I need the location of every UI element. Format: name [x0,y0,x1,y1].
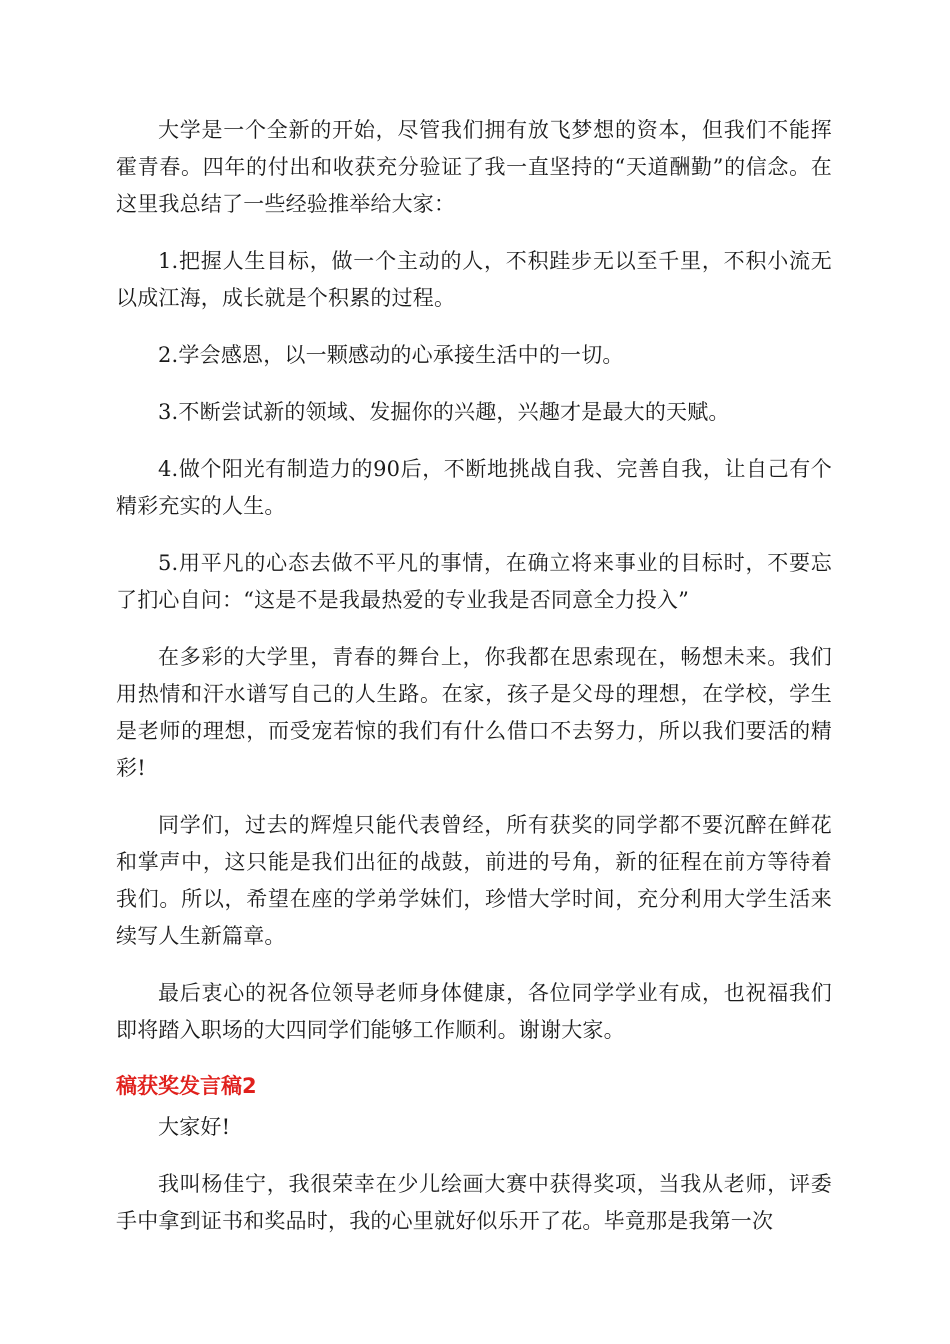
list-item-2: 2.学会感恩，以一颗感动的心承接生活中的一切。 [158,343,624,367]
paragraph-college-life: 在多彩的大学里，青春的舞台上，你我都在思索现在，畅想未来。我们用热情和汗水谱写自己的人生路。在家，孩子是父母的理想，在学校，学生是老师的理想，而受宠若惊的我们有什么借口不去努力，所以我们要活的精彩! [116,645,832,780]
document-page [116,112,832,1260]
section-heading: 稿获奖发言稿2 [116,1074,257,1098]
paragraph-intro: 大学是一个全新的开始，尽管我们拥有放飞梦想的资本，但我们不能挥霍青春。四年的付出和收获充分验证了我一直坚持的“天道酬勤”的信念。在这里我总结了一些经验推举给大家： [116,118,832,216]
paragraph-classmates: 同学们，过去的辉煌只能代表曾经，所有获奖的同学都不要沉醉在鲜花和掌声中，这只能是我们出征的战鼓，前进的号角，新的征程在前方等待着我们。所以，希望在座的学弟学妹们，珍惜大学时间，充分利用大学生活来续写人生新篇章。 [116,813,832,948]
list-item-4: 4.做个阳光有制造力的90后，不断地挑战自我、完善自我，让自己有个精彩充实的人生。 [116,457,832,518]
list-item-1: 1.把握人生目标，做一个主动的人，不积跬步无以至千里，不积小流无以成江海，成长就是个积累的过程。 [116,249,832,310]
list-item-5: 5.用平凡的心态去做不平凡的事情，在确立将来事业的目标时，不要忘了扪心自问：“这是不是我最热爱的专业我是否同意全力投入” [116,551,832,612]
paragraph-greeting: 大家好! [158,1115,231,1139]
list-item-3: 3.不断尝试新的领域、发掘你的兴趣，兴趣才是最大的天赋。 [158,400,730,424]
paragraph-speech-start: 我叫杨佳宁，我很荣幸在少儿绘画大赛中获得奖项，当我从老师，评委手中拿到证书和奖品时，我的心里就好似乐开了花。毕竟那是我第一次 [116,1172,832,1233]
paragraph-closing: 最后衷心的祝各位领导老师身体健康，各位同学学业有成，也祝福我们即将踏入职场的大四同学们能够工作顺利。谢谢大家。 [116,981,832,1042]
